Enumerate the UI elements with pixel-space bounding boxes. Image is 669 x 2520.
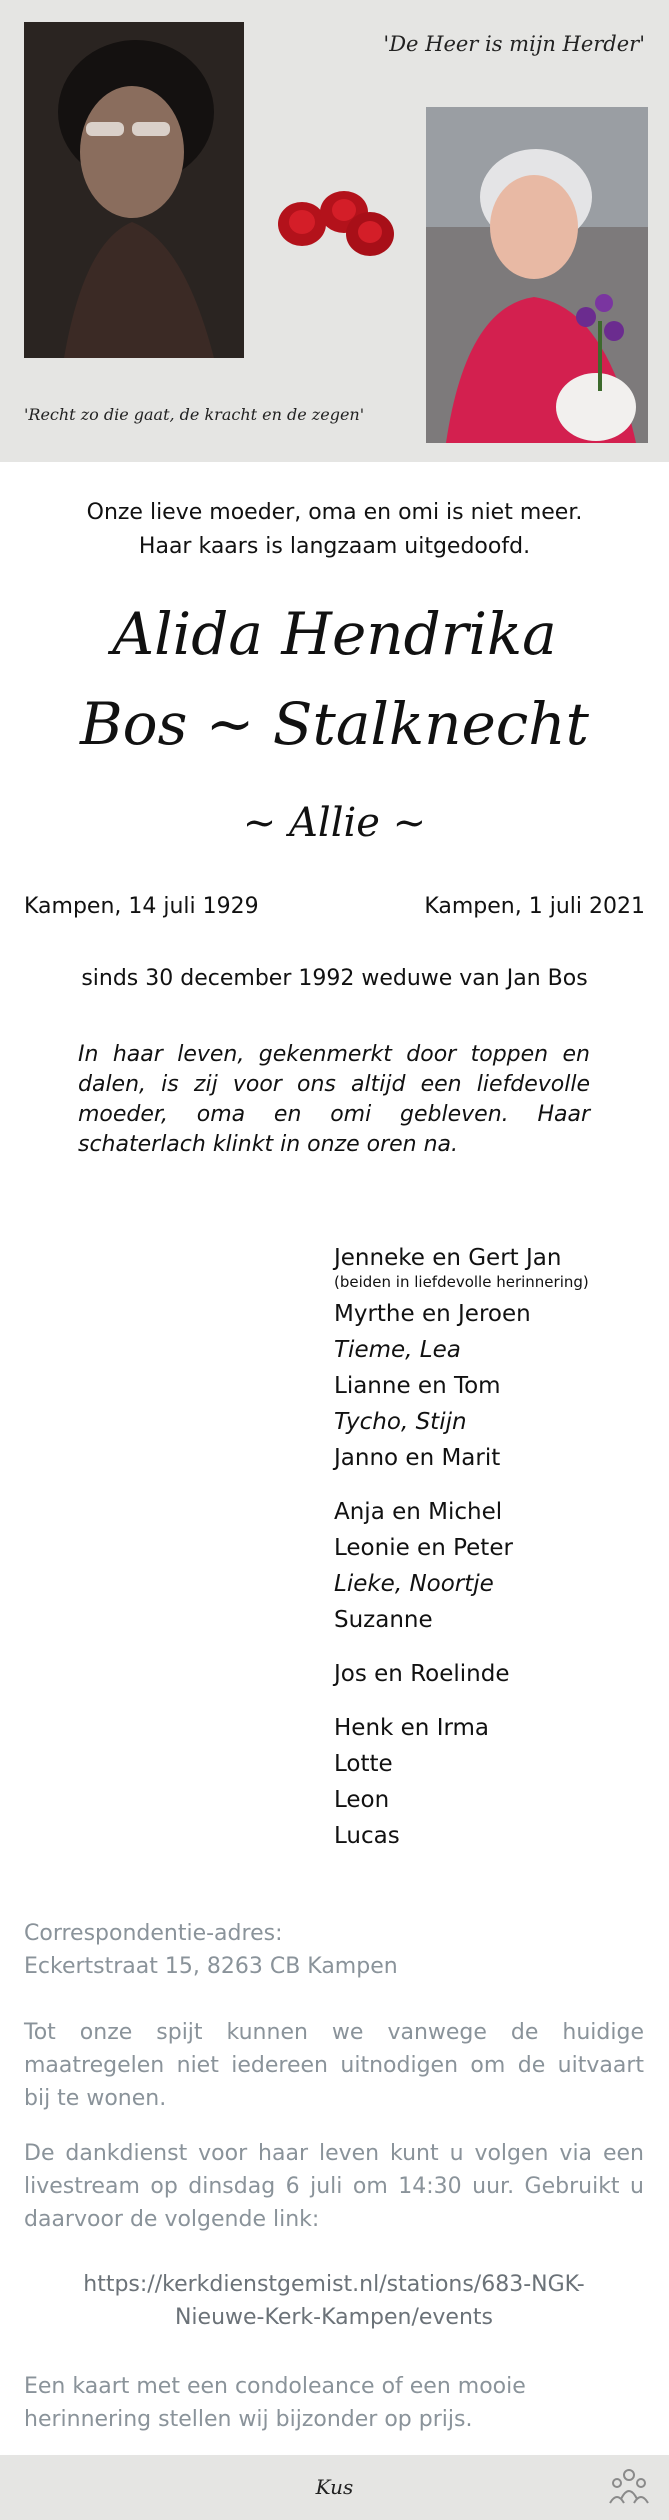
footer-bar bbox=[0, 2455, 669, 2520]
quote-bottom: 'Recht zo die gaat, de kracht en de zegen' bbox=[24, 405, 365, 424]
correspondence-street: Eckertstraat 15, 8263 CB Kampen bbox=[24, 1954, 398, 1979]
family-grandchildren: Tieme, Lea bbox=[334, 1337, 461, 1363]
deceased-nickname: ~ Allie ~ bbox=[242, 800, 427, 846]
family-group bbox=[334, 1710, 634, 1854]
family-member: Lotte bbox=[334, 1751, 393, 1777]
roses-icon bbox=[272, 186, 402, 266]
family-grandchildren: Tycho, Stijn bbox=[334, 1409, 467, 1435]
intro-line: Onze lieve moeder, oma en omi is niet meer. bbox=[86, 500, 583, 525]
family-member: Lucas bbox=[334, 1823, 400, 1849]
portrait-photo-elderly bbox=[426, 107, 648, 443]
tribute-text: In haar leven, gekenmerkt door toppen en dalen, is zij voor ons altijd een liefdevolle moeder, oma en omi gebleven. Haar schaterlach klinkt in onze oren na. bbox=[78, 1042, 590, 1157]
widow-line: sinds 30 december 1992 weduwe van Jan Bos bbox=[81, 966, 588, 991]
family-list bbox=[334, 1240, 634, 1872]
livestream-link-line[interactable]: Nieuwe-Kerk-Kampen/events bbox=[174, 2305, 494, 2330]
family-member: Leonie en Peter bbox=[334, 1535, 513, 1561]
family-member: Janno en Marit bbox=[334, 1445, 501, 1471]
birth-date: Kampen, 14 juli 1929 bbox=[24, 894, 259, 919]
family-member: Henk en Irma bbox=[334, 1715, 490, 1741]
family-member: Myrthe en Jeroen bbox=[334, 1301, 531, 1327]
family-member: Jenneke en Gert Jan bbox=[334, 1245, 562, 1271]
correspondence-address bbox=[24, 1917, 644, 1983]
family-member: Anja en Michel bbox=[334, 1499, 503, 1525]
family-group bbox=[334, 1656, 634, 1692]
notice-condolence: Een kaart met een condoleance of een mooie herinnering stellen wij bijzonder op prijs. bbox=[24, 2374, 526, 2432]
family-member: Leon bbox=[334, 1787, 390, 1813]
quote-top: 'De Heer is mijn Herder' bbox=[383, 32, 645, 56]
people-group-icon bbox=[607, 2465, 651, 2509]
family-member: Jos en Roelinde bbox=[334, 1661, 510, 1687]
family-grandchildren: Lieke, Noortje bbox=[334, 1571, 494, 1597]
family-note: (beiden in liefdevolle herinnering) bbox=[334, 1273, 589, 1291]
family-member: Suzanne bbox=[334, 1607, 433, 1633]
death-date: Kampen, 1 juli 2021 bbox=[424, 894, 645, 919]
notice-attendance: Tot onze spijt kunnen we vanwege de huidige maatregelen niet iedereen uitnodigen om de uitvaart bij te wonen. bbox=[24, 2020, 644, 2111]
deceased-surname: Bos ~ Stalknecht bbox=[80, 690, 589, 758]
intro-line: Haar kaars is langzaam uitgedoofd. bbox=[138, 534, 531, 559]
footer-kus-label: Kus bbox=[315, 2475, 354, 2499]
family-member: Lianne en Tom bbox=[334, 1373, 501, 1399]
family-group bbox=[334, 1240, 634, 1476]
family-group bbox=[334, 1494, 634, 1638]
livestream-link-line[interactable]: https://kerkdienstgemist.nl/stations/683-NGK- bbox=[83, 2272, 585, 2297]
header-banner bbox=[0, 0, 669, 462]
correspondence-label: Correspondentie-adres: bbox=[24, 1921, 283, 1946]
livestream-link[interactable] bbox=[24, 2268, 644, 2334]
notice-livestream: De dankdienst voor haar leven kunt u volgen via een livestream op dinsdag 6 juli om 14:30 uur. Gebruikt u daarvoor de volgende link: bbox=[24, 2141, 644, 2232]
deceased-first-names: Alida Hendrika bbox=[112, 600, 557, 668]
portrait-photo-young bbox=[24, 22, 244, 358]
intro-text bbox=[0, 496, 669, 564]
